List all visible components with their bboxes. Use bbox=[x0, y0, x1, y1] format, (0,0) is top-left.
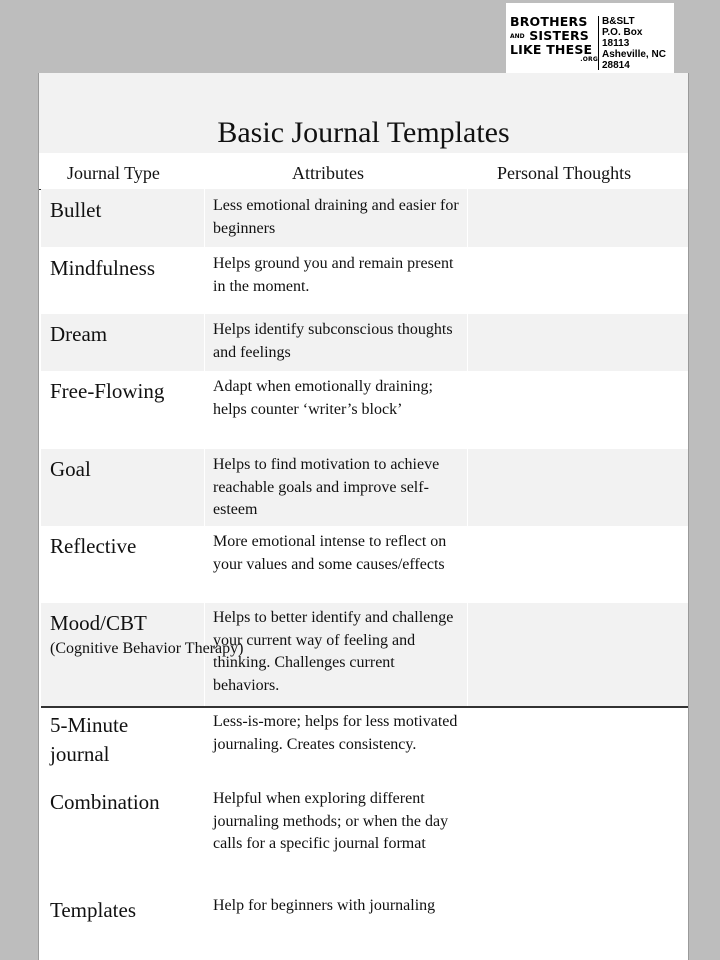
table-row bbox=[41, 371, 688, 449]
attributes-text: Helps ground you and remain present in the moment. bbox=[213, 255, 454, 295]
attributes-text: Help for beginners with journaling bbox=[213, 897, 436, 914]
page-title: Basic Journal Templates bbox=[217, 116, 510, 149]
attributes-text: Helps identify subconscious thoughts and feelings bbox=[213, 321, 453, 361]
table-row bbox=[41, 890, 688, 960]
journal-type: Templates bbox=[50, 898, 136, 922]
table-row bbox=[41, 314, 688, 371]
logo-line: SISTERS bbox=[529, 27, 589, 43]
table-row bbox=[41, 708, 688, 784]
journal-type: Goal bbox=[50, 457, 91, 481]
table-row bbox=[41, 526, 688, 603]
attributes-text: Less-is-more; helps for less motivated journaling. Creates consistency. bbox=[213, 713, 458, 753]
table-row bbox=[41, 247, 688, 314]
address-line: Asheville, NC bbox=[602, 49, 666, 60]
attributes-text: Less emotional draining and easier for beginners bbox=[213, 197, 459, 237]
logo-org-suffix: .ORG bbox=[580, 56, 598, 64]
address-line: P.O. Box bbox=[602, 27, 643, 38]
column-header-journal-type: Journal Type bbox=[67, 163, 160, 183]
table-header bbox=[39, 159, 688, 190]
logo-line: BROTHERS bbox=[510, 14, 588, 29]
journal-type: Combination bbox=[50, 790, 160, 814]
journal-type: Dream bbox=[50, 322, 108, 346]
journal-type: Mindfulness bbox=[50, 256, 155, 280]
table-row bbox=[41, 449, 688, 526]
address-line: 28814 bbox=[602, 60, 630, 71]
journal-table-sheet bbox=[38, 73, 689, 960]
attributes-text: Helps to find motivation to achieve reachable goals and improve self-esteem bbox=[213, 456, 440, 518]
attributes-text: More emotional intense to reflect on your values and some causes/effects bbox=[213, 533, 447, 573]
table-row bbox=[41, 603, 688, 706]
attributes-text: Adapt when emotionally draining; helps counter ‘writer’s block’ bbox=[213, 378, 433, 418]
logo-line: LIKE THESE bbox=[510, 41, 593, 57]
journal-type: Reflective bbox=[50, 534, 137, 558]
attributes-text: Helps to better identify and challenge your current way of feeling and thinking. Challenges current behaviors. bbox=[213, 609, 454, 694]
journal-type-name: Mood/CBT bbox=[50, 611, 147, 635]
column-header-attributes: Attributes bbox=[292, 163, 364, 183]
table-row bbox=[41, 784, 688, 890]
journal-type: 5-Minute journal bbox=[50, 713, 129, 766]
attributes-text: Helpful when exploring different journaling methods; or when the day calls for a specific journal format bbox=[213, 790, 449, 852]
logo-small-word: AND bbox=[510, 32, 525, 40]
journal-type-subtitle: (Cognitive Behavior Therapy) bbox=[50, 640, 244, 657]
column-header-personal-thoughts: Personal Thoughts bbox=[497, 163, 632, 183]
logo-address bbox=[598, 16, 666, 70]
journal-type: Free-Flowing bbox=[50, 379, 165, 403]
table-row bbox=[41, 189, 688, 247]
address-line: B&SLT bbox=[602, 16, 635, 27]
journal-type: Bullet bbox=[50, 198, 102, 222]
address-line: 18113 bbox=[602, 38, 630, 49]
